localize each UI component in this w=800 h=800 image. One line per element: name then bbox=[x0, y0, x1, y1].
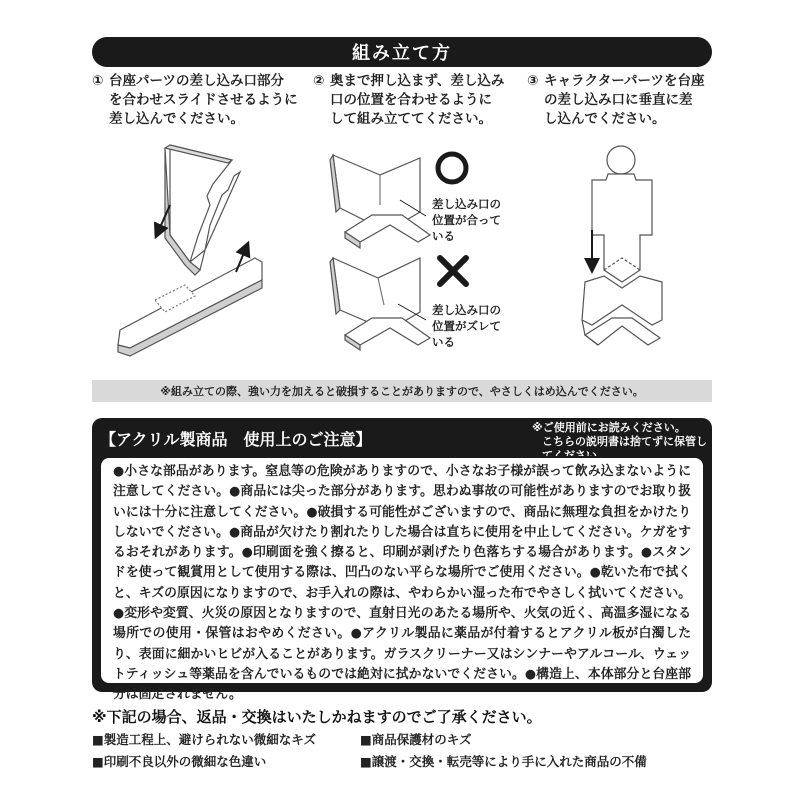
step-1-stand-illustration bbox=[118, 145, 262, 356]
assembly-diagrams bbox=[0, 0, 800, 380]
caution-title: 【アクリル製商品 使用上のご注意】 bbox=[100, 430, 372, 449]
return-policy-item: ■製造工程上、避けられない微細なキズ bbox=[92, 732, 317, 747]
correct-stand-illustration bbox=[330, 155, 430, 248]
step-number: ③ bbox=[527, 73, 539, 89]
step-text-line: キャラクターパーツを台座 bbox=[544, 73, 705, 89]
callout-line: 差し込み口の bbox=[432, 303, 501, 317]
caution-body: ●小さな部品があります。窒息等の危険がありますので、小さなお子様が誤って飲み込まないように注意してください。●商品には尖った部分があります。思わぬ事故の可能性がありますのでお取り扱いには十分に注意してください。●破損する可能性がございますので、商品に無理な負担をかけたりしないでください。●商品が欠けたり割れたりした場合は直ちに使用を中止してください。ケガをするおそれがあります。●印刷面を強く擦ると、印刷が剥げたり色落ちする場合があります。●スタンドを使って観賞用として使用する際は、凹凸のない平らな場所でご使用ください。●乾いた布で拭くと、キズの原因になりますので、お手入れの際は、やわらかい湿った布でやさしく拭いてください。●変形や変質、火災の原因となりますので、直射日光のあたる場所や、火気の近く、高温多湿になる場所での使用・保管はおやめください。●アクリル製品に薬品が付着するとアクリル板が白濁したり、表面に細かいヒビが入ることがあります。ガラスクリーナー又はシンナーやアルコール、ウェットティッシュ等薬品を含んでいるものでは絶対に拭かないでください。●構造上、本体部分と台座部分は固定されません。 bbox=[101, 458, 703, 683]
return-policy-item: ■印刷不良以外の微細な色違い bbox=[92, 754, 267, 769]
callout-line: 位置がズレて bbox=[432, 319, 501, 333]
callout-line: 差し込み口の bbox=[432, 197, 501, 211]
step-text-line: して組み立ててください。 bbox=[330, 111, 492, 127]
incorrect-callout bbox=[432, 302, 501, 350]
caution-header bbox=[92, 418, 712, 458]
callout-line: いる bbox=[432, 335, 455, 349]
step-text-line: の差し込み口に垂直に差 bbox=[544, 92, 693, 108]
step-text-line: 口の位置を合わせるように bbox=[330, 92, 492, 108]
correct-callout bbox=[432, 196, 501, 244]
caution-subnote-line: こちらの説明書は捨てずに保管し bbox=[542, 435, 707, 448]
caution-subnote-line: ※ご使用前にお読みください。 bbox=[532, 421, 686, 434]
step-text-line: し込んでください。 bbox=[544, 111, 666, 127]
step-number: ① bbox=[92, 73, 104, 89]
return-policy-title: ※下記の場合、返品・交換はいたしかねますのでご了承ください。 bbox=[92, 708, 542, 726]
step-text-line: 台座パーツの差し込み口部分 bbox=[109, 73, 284, 89]
incorrect-stand-illustration bbox=[330, 258, 430, 350]
step-text-line: 差し込んでください。 bbox=[109, 111, 244, 127]
callout-line: 位置が合って bbox=[432, 213, 501, 227]
return-policy-item: ■商品保護材のキズ bbox=[360, 732, 472, 747]
caution-box bbox=[92, 456, 712, 703]
assembly-warning-note bbox=[92, 380, 712, 402]
step-text-line: を合わせスライドさせるように bbox=[109, 92, 298, 108]
assembly-title: 組み立て方 bbox=[352, 43, 452, 64]
assembly-warning-text: ※組み立ての際、強い力を加えると破損することがありますので、やさしくはめ込んでください。 bbox=[160, 385, 644, 398]
return-policy-item: ■譲渡・交換・転売等により手に入れた商品の不備 bbox=[360, 754, 647, 769]
callout-line: いる bbox=[432, 229, 455, 243]
incorrect-cross-icon bbox=[440, 258, 466, 284]
step-text-line: 奥まで押し込まず、差し込み bbox=[330, 73, 505, 89]
step-3-character-illustration bbox=[582, 146, 662, 345]
correct-circle-icon bbox=[438, 154, 466, 182]
step-number: ② bbox=[313, 73, 325, 89]
